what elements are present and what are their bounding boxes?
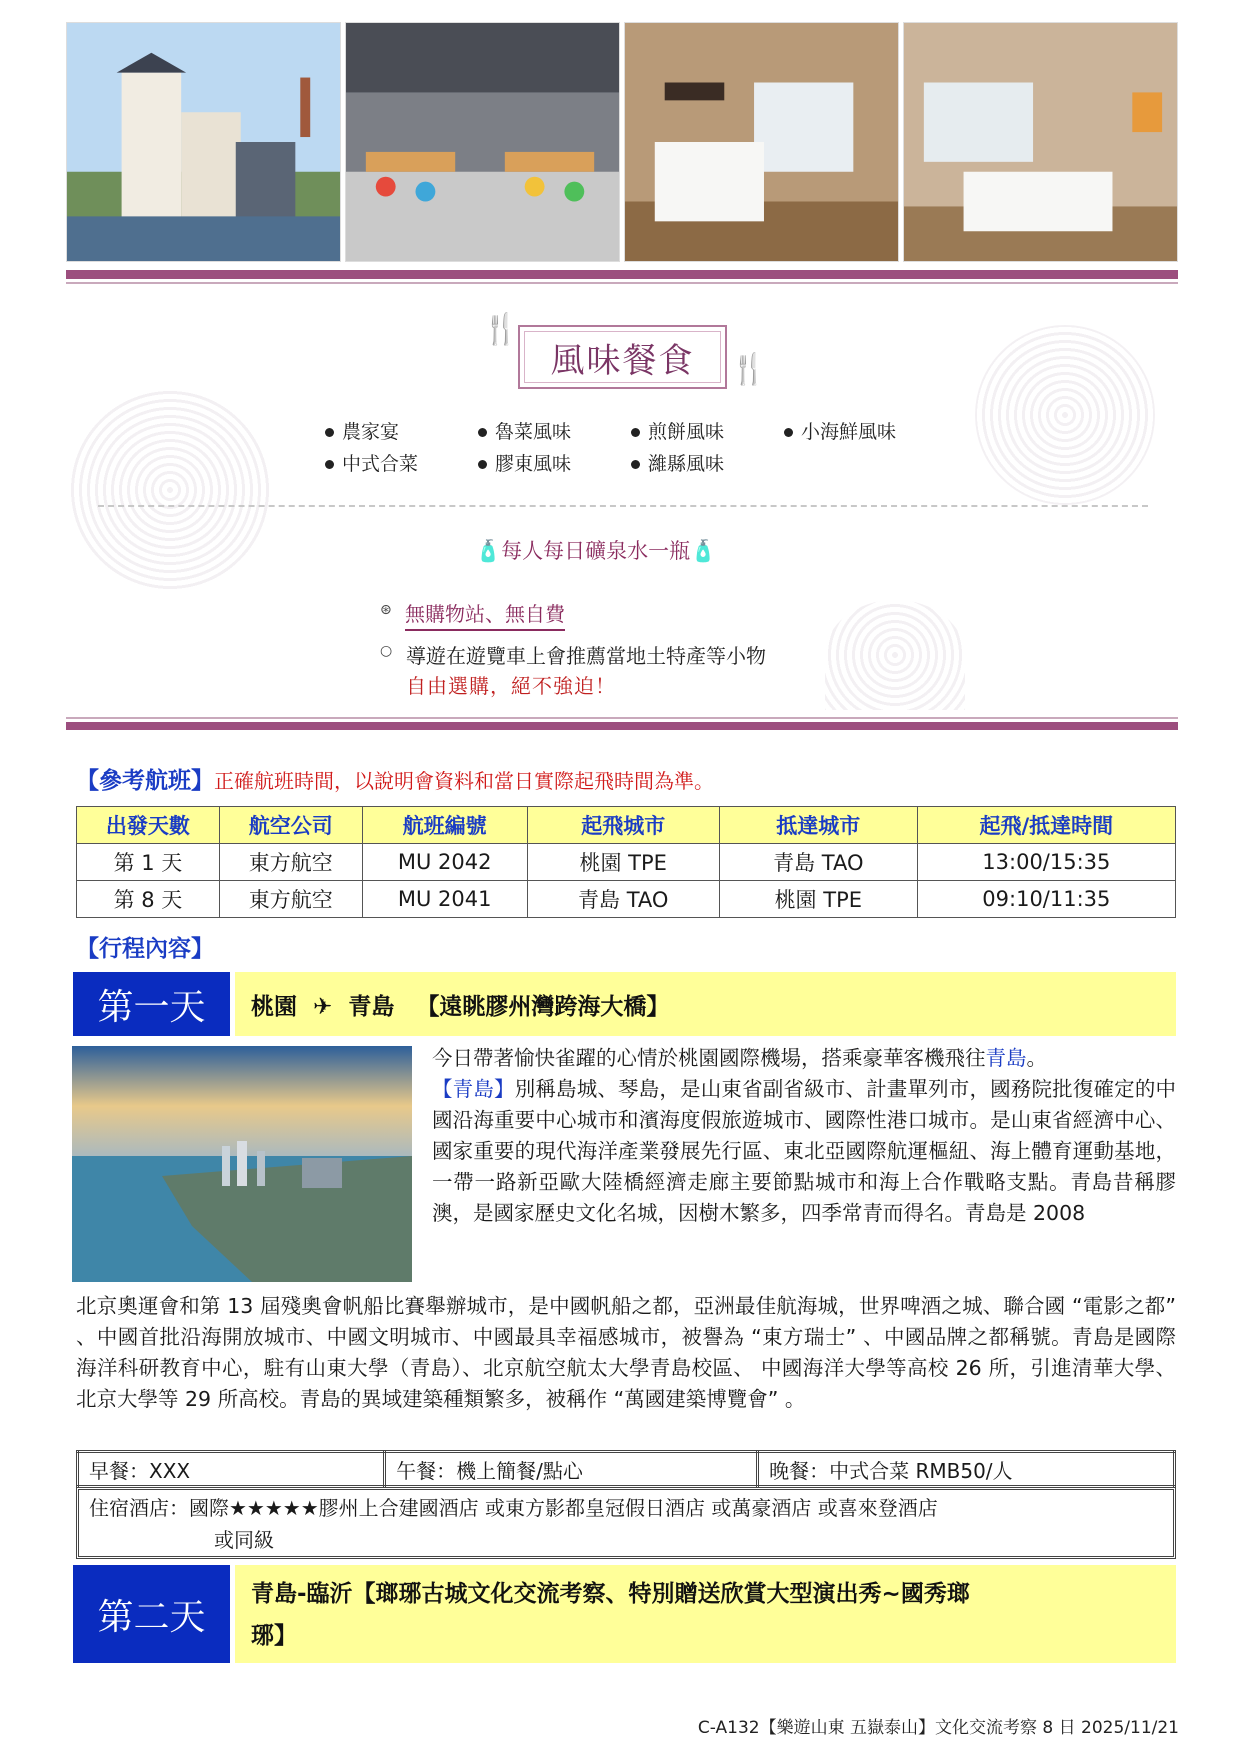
decorative-circle (825, 600, 965, 710)
column-header: 航班編號 (362, 807, 527, 844)
guide-note: 導遊在遊覽車上會推薦當地土特產等小物 (406, 644, 766, 668)
table-cell: 第 8 天 (77, 881, 220, 918)
cutlery-icon: 🍴 (482, 312, 520, 347)
table-cell: 青島 TAO (527, 881, 719, 918)
column-header: 航空公司 (219, 807, 362, 844)
table-cell: 09:10/11:35 (917, 881, 1175, 918)
bedroom-photo-2 (903, 22, 1178, 262)
water-note: 🧴每人每日礦泉水一瓶🧴 (475, 539, 717, 563)
qingdao-city-photo (72, 1046, 412, 1282)
divider-bar (66, 722, 1178, 730)
lunch-cell: 午餐：機上簡餐/點心 (385, 1452, 758, 1487)
table-cell: 第 1 天 (77, 844, 220, 881)
table-row (78, 1452, 1175, 1487)
food-item: 小海鮮風味 (784, 417, 896, 444)
day2-label: 第二天 (73, 1565, 230, 1663)
page-footer: C-A132【樂遊山東 五嶽泰山】文化交流考察 8 日 2025/11/21 (697, 1718, 1179, 1738)
table-row (77, 844, 1176, 881)
no-shopping-note: 無購物站、無自費 (405, 598, 565, 631)
circle-bullet-icon: ○ (380, 643, 393, 659)
flight-header: 【參考航班】正確航班時間，以說明會資料和當日實際起飛時間為準。 (76, 768, 714, 794)
guide-note-emphasis: 自由選購，絕不強迫！ (406, 674, 616, 698)
food-item: 煎餅風味 (631, 417, 724, 444)
table-cell: 青島 TAO (719, 844, 917, 881)
table-cell: 東方航空 (219, 844, 362, 881)
divider-line (66, 717, 1178, 719)
column-header: 起飛/抵達時間 (917, 807, 1175, 844)
day1-description-bottom: 北京奧運會和第 13 屆殘奧會帆船比賽舉辦城市，是中國帆船之都，亞洲最佳航海城，世界啤酒之城、聯合國 “電影之都” 、中國首批沿海開放城市、中國文明城市、中國最具幸福感城市，被譽為 “東方瑞士” 、中國品牌之都稱號。青島是國際海洋科研教育中心，駐有山東大學（青島）、北京航空航太大學青島校區、 中國海洋大學等高校 26 所，引進清華大學、北京大學等 29 所高校。青島的異域建築種類繁多，被稱作 “萬國建築博覽會” 。 (76, 1294, 1176, 1411)
restaurant-photo (345, 22, 620, 262)
table-cell: 東方航空 (219, 881, 362, 918)
day1-label: 第一天 (73, 972, 230, 1036)
food-item: 農家宴 (325, 417, 399, 444)
day2-title: 青島-臨沂【瑯琊古城文化交流考察、特別贈送欣賞大型演出秀~國秀瑯 琊】 (235, 1565, 1176, 1663)
table-header-row (77, 807, 1176, 844)
column-header: 出發天數 (77, 807, 220, 844)
table-cell: 桃園 TPE (527, 844, 719, 881)
hotel-info: 住宿酒店：國際★★★★★膠州上合建國酒店 或東方影都皇冠假日酒店 或萬豪酒店 或喜來登酒店 或同級 (76, 1487, 1176, 1559)
table-row (77, 881, 1176, 918)
decorative-circle (975, 325, 1155, 505)
decorative-circle (70, 390, 270, 590)
divider-line (66, 282, 1178, 284)
table-cell: MU 2042 (362, 844, 527, 881)
food-item: 膠東風味 (478, 449, 571, 476)
cutlery-icon: 🍴 (730, 352, 768, 387)
food-item: 中式合菜 (325, 449, 418, 476)
table-cell: 桃園 TPE (719, 881, 917, 918)
column-header: 起飛城市 (527, 807, 719, 844)
itinerary-heading: 【行程內容】 (76, 936, 214, 962)
food-item: 魯菜風味 (478, 417, 571, 444)
bottle-icon: 🧴 (475, 539, 502, 563)
photo-strip (66, 22, 1178, 262)
bottle-icon: 🧴 (690, 539, 717, 563)
divider-bar (66, 270, 1178, 279)
meals-table (76, 1450, 1176, 1488)
table-cell: 13:00/15:35 (917, 844, 1175, 881)
flight-table (76, 806, 1176, 918)
table-cell: MU 2041 (362, 881, 527, 918)
day1-title: 桃園 ✈ 青島 【遠眺膠州灣跨海大橋】 (235, 972, 1176, 1036)
food-title: 風味餐食 (518, 325, 727, 389)
column-header: 抵達城市 (719, 807, 917, 844)
bedroom-photo-1 (624, 22, 899, 262)
dinner-cell: 晚餐：中式合菜 RMB50/人 (758, 1452, 1175, 1487)
food-item: 濰縣風味 (631, 449, 724, 476)
day1-description-top: 今日帶著愉快雀躍的心情於桃園國際機場，搭乘豪華客機飛往青島。 【青島】別稱島城、琴島，是山東省副省級市、計畫單列市，國務院批復確定的中國沿海重要中心城市和濱海度假旅遊城市、國際性港口城市。是山東省經濟中心、國家重要的現代海洋產業發展先行區、東北亞國際航運樞紐、海上體育運動基地，一帶一路新亞歐大陸橋經濟走廊主要節點城市和海上合作戰略支點。青島昔稱膠澳，是國家歷史文化名城，因樹木繁多，四季常青而得名。青島是 2008 (432, 1046, 1176, 1225)
no-entry-icon: ⊛ (380, 602, 392, 618)
breakfast-cell: 早餐：XXX (78, 1452, 385, 1487)
hotel-exterior-photo (66, 22, 341, 262)
dashed-divider (98, 505, 1148, 507)
airplane-icon: ✈ (313, 994, 333, 1020)
